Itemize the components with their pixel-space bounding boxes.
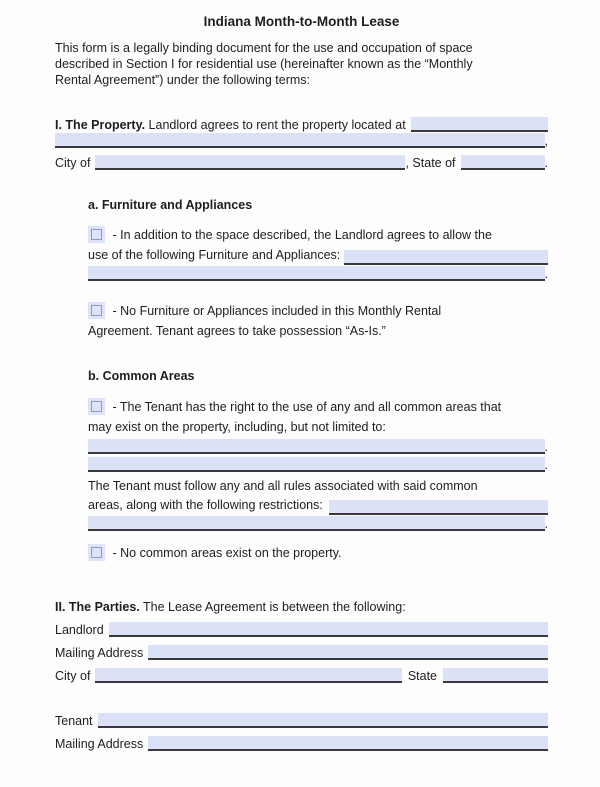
property-city-label: City of [55,156,91,170]
tenant-mailing-row [55,733,548,751]
tenant-mailing-address-field[interactable] [148,736,548,751]
common-areas-rules-paragraph [88,477,548,515]
restrictions-field[interactable] [329,500,548,515]
landlord-mailing-address-field[interactable] [148,645,548,660]
landlord-mailing-row [55,642,548,660]
document-title: Indiana Month-to-Month Lease [203,14,400,29]
intro-paragraph [55,40,541,88]
no-common-areas-text: - No common areas exist on the property. [112,546,342,560]
furniture-list-row-2 [88,266,548,281]
section-ii-heading-rest: The Lease Agreement is between the following: [139,600,406,614]
rules-line-1: The Tenant must follow any and all rules associated with said common [88,479,478,493]
furniture-included-text: - In addition to the space described, the Landlord agrees to allow the [112,228,492,242]
furniture-included-line-2 [88,245,548,265]
common-areas-line-2: may exist on the property, including, but not limited to: [88,420,386,434]
no-common-areas-checkbox[interactable] [88,544,105,561]
no-common-areas-option [88,543,548,563]
property-city-state-row [55,152,548,170]
property-state-field[interactable] [461,155,545,170]
section-i-heading-rest: Landlord agrees to rent the property located at [145,118,406,132]
tenant-label: Tenant [55,714,93,728]
restrictions-field-row-2 [88,516,548,531]
section-ii-heading-row [55,599,548,615]
furniture-included-line-1 [88,225,548,245]
landlord-mailing-label: Mailing Address [55,646,144,660]
furniture-list-field[interactable] [344,250,548,265]
common-areas-checkbox[interactable] [88,398,105,415]
tenant-row [55,710,548,728]
no-furniture-option [88,301,548,341]
common-areas-field-line2[interactable] [88,457,545,472]
line-punctuation: . [544,267,548,281]
section-ii-heading: II. The Parties. [55,600,140,614]
no-furniture-checkbox[interactable] [88,302,105,319]
tenant-name-field[interactable] [98,713,548,728]
line-punctuation: . [544,156,548,170]
tenant-mailing-label: Mailing Address [55,737,144,751]
landlord-city-state-row [55,665,548,683]
landlord-label: Landlord [55,623,104,637]
section-i-heading: I. The Property. [55,118,146,132]
intro-line: described in Section I for residential use (hereinafter known as the “Monthly [55,57,473,71]
landlord-state-label: State [407,669,437,683]
landlord-city-label: City of [55,669,91,683]
common-areas-option [88,397,548,437]
rules-text: areas, along with the following restrictions: [88,498,323,512]
line-punctuation: . [544,458,548,472]
subsection-b-heading: b. Common Areas [88,369,195,383]
section-i-heading-row [55,117,548,132]
furniture-included-checkbox[interactable] [88,226,105,243]
common-areas-text: - The Tenant has the right to the use of any and all common areas that [112,400,502,414]
landlord-name-field[interactable] [109,622,548,637]
rules-line-2 [88,496,548,515]
property-address-field[interactable] [411,117,548,132]
furniture-included-text: use of the following Furniture and Appliances: [88,248,341,262]
common-areas-field-row-1 [88,439,548,454]
property-address-field-line2[interactable] [55,133,545,148]
line-punctuation: . [544,517,548,531]
line-punctuation: , [544,134,548,148]
subsection-a-heading: a. Furniture and Appliances [88,198,253,212]
property-state-label: , State of [405,156,456,170]
no-furniture-text: - No Furniture or Appliances included in this Monthly Rental [112,304,442,318]
common-areas-line-1 [88,397,548,417]
restrictions-field-line2[interactable] [88,516,545,531]
no-furniture-line-1 [88,301,548,321]
landlord-state-field[interactable] [443,668,548,683]
intro-line: Rental Agreement”) under the following terms: [55,73,310,87]
furniture-included-option [88,225,548,265]
landlord-row [55,619,548,637]
furniture-list-field-line2[interactable] [88,266,545,281]
common-areas-field-row-2 [88,457,548,472]
landlord-city-field[interactable] [95,668,401,683]
no-furniture-line-2: Agreement. Tenant agrees to take possession “As-Is.” [88,324,386,338]
intro-line: This form is a legally binding document for the use and occupation of space [55,41,473,55]
common-areas-field-line1[interactable] [88,439,545,454]
line-punctuation: . [544,440,548,454]
property-address-row-2 [55,133,548,148]
property-city-field[interactable] [95,155,405,170]
